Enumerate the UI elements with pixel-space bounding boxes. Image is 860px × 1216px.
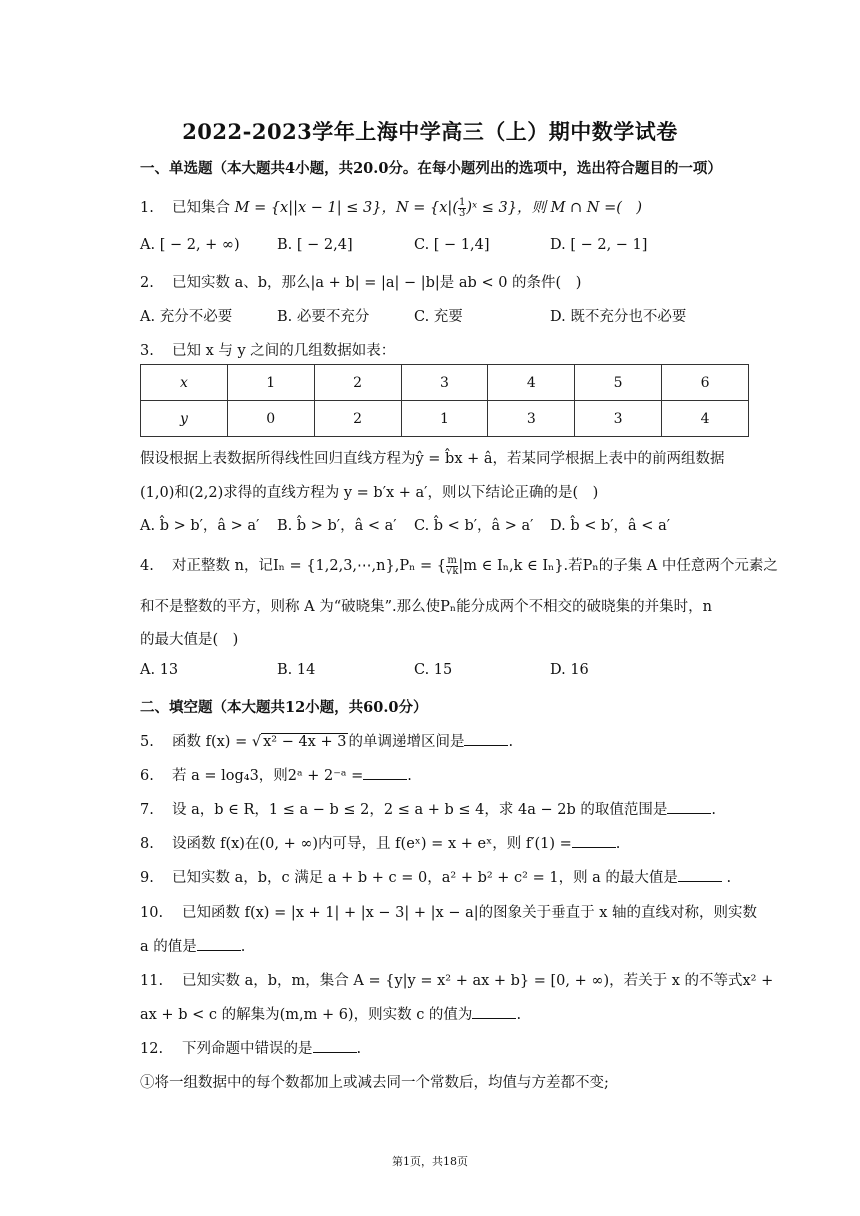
question-text: 已知 x 与 y 之间的几组数据如表： xyxy=(172,343,396,359)
option-b[interactable]: B. b̂ > b′，â < a′ xyxy=(277,518,397,534)
question-text: 下列命题中错误的是 xyxy=(182,1041,313,1057)
question-text: 已知实数 a，b，m，集合 A = {y|y = x² + ax + b} = [0, + ∞)，若关于 x 的不等式x² + xyxy=(182,973,774,989)
question-math: )ˣ ≤ 3}，则 M ∩ N =( ) xyxy=(466,200,643,216)
option-c[interactable]: C. 充要 xyxy=(414,309,463,325)
question-number: 10. xyxy=(140,905,164,921)
option-c[interactable]: C. [ − 1,4] xyxy=(414,237,490,253)
page-title: 2022-2023学年上海中学高三（上）期中数学试卷 xyxy=(182,119,678,144)
table-cell: 4 xyxy=(662,401,749,437)
punctuation: . xyxy=(508,734,514,750)
punctuation: . xyxy=(615,836,621,852)
table-row-y xyxy=(141,401,749,437)
answer-blank[interactable] xyxy=(363,767,407,780)
question-text: ax + b < c 的解集为(m,m + 6)，则实数 c 的值为 xyxy=(140,1007,473,1023)
question-5: 5. 函数 f(x) = √ x² − 4x + 3 的单调递增区间是 . xyxy=(140,734,514,750)
question-number: 4. xyxy=(140,558,154,574)
question-11 xyxy=(140,969,773,990)
option-a[interactable]: A. 充分不必要 xyxy=(140,309,233,325)
option-a[interactable]: A. [ − 2, + ∞) xyxy=(140,237,240,253)
fraction-denominator: 3 xyxy=(458,207,466,219)
fraction-numerator: m xyxy=(447,554,457,566)
question-3-line-3: (1,0)和(2,2)求得的直线方程为 y = b′x + a′，则以下结论正确的是( ) xyxy=(140,485,599,501)
question-text: 函数 f(x) = xyxy=(172,734,252,750)
table-cell: 3 xyxy=(488,401,575,437)
question-text: 设函数 f(x)在(0, + ∞)内可导，且 f(eˣ) = x + eˣ，则 f′(1) = xyxy=(172,836,572,852)
question-text: 已知实数 a、b，那么|a + b| = |a| − |b|是 ab < 0 的条件( ) xyxy=(172,275,582,291)
question-text: 已知实数 a，b，c 满足 a + b + c = 0，a² + b² + c² = 1，则 a 的最大值是 xyxy=(172,870,678,886)
punctuation: . xyxy=(711,802,716,818)
table-cell: 3 xyxy=(401,365,488,401)
question-number: 1. xyxy=(140,200,154,216)
option-d[interactable]: D. 16 xyxy=(550,662,589,678)
table-cell: 6 xyxy=(662,365,749,401)
question-1 xyxy=(140,196,642,219)
question-number: 12. xyxy=(140,1041,164,1057)
answer-blank[interactable] xyxy=(572,835,616,848)
table-cell: 2 xyxy=(314,401,401,437)
fraction-denominator: √k xyxy=(445,565,459,577)
question-number: 11. xyxy=(140,973,164,989)
table-cell: 4 xyxy=(488,365,575,401)
table-cell: 2 xyxy=(314,365,401,401)
option-b[interactable]: B. 必要不充分 xyxy=(277,309,370,325)
question-8 xyxy=(140,832,620,853)
table-cell: y xyxy=(141,401,228,437)
question-number: 5. xyxy=(140,734,154,750)
question-3 xyxy=(140,339,395,360)
section-heading-single-choice: 一、单选题（本大题共4小题，共20.0分。在每小题列出的选项中，选出符合题目的一项） xyxy=(140,160,722,177)
answer-blank[interactable] xyxy=(197,938,241,951)
question-6 xyxy=(140,764,412,785)
question-text: 若 a = log₄3，则2ᵃ + 2⁻ᵃ = xyxy=(172,768,364,784)
punctuation: . xyxy=(240,939,246,955)
question-number: 9. xyxy=(140,870,154,886)
option-a[interactable]: A. 13 xyxy=(140,662,179,678)
option-d[interactable]: D. 既不充分也不必要 xyxy=(550,309,687,325)
answer-blank[interactable] xyxy=(464,733,508,746)
question-10 xyxy=(140,901,757,922)
table-cell: 1 xyxy=(227,365,314,401)
option-d[interactable]: D. [ − 2, − 1] xyxy=(550,237,648,253)
question-12 xyxy=(140,1037,361,1058)
question-9 xyxy=(140,866,731,887)
question-text: 已知函数 f(x) = |x + 1| + |x − 3| + |x − a|的图象关于垂直于 x 轴的直线对称，则实数 xyxy=(182,905,758,921)
question-text: 的单调递增区间是 xyxy=(348,734,465,750)
fraction-m-over-sqrt-k xyxy=(446,556,458,577)
question-number: 7. xyxy=(140,802,154,818)
question-text: 已知集合 xyxy=(172,200,235,216)
punctuation: . xyxy=(407,768,412,784)
table-cell: 1 xyxy=(401,401,488,437)
table-cell: 3 xyxy=(575,401,662,437)
question-text: |m ∈ Iₙ,k ∈ Iₙ}.若Pₙ的子集 A 中任意两个元素之 xyxy=(458,558,778,574)
question-2 xyxy=(140,271,581,292)
section-heading-fill-in: 二、填空题（本大题共12小题，共60.0分） xyxy=(140,699,428,716)
question-7 xyxy=(140,798,716,819)
question-11-line-2 xyxy=(140,1003,521,1024)
option-c[interactable]: C. b̂ < b′，â > a′ xyxy=(414,518,534,534)
question-12-item-1: ①将一组数据中的每个数都加上或减去同一个常数后，均值与方差都不变; xyxy=(140,1075,609,1091)
question-text: 对正整数 n，记Iₙ = {1,2,3,⋯,n},Pₙ = { xyxy=(172,558,446,574)
page-footer: 第1页，共18页 xyxy=(392,1155,468,1168)
question-text: a 的值是 xyxy=(140,939,197,955)
question-3-line-2: 假设根据上表数据所得线性回归直线方程为ŷ = b̂x + â，若某同学根据上表中的前两组数据 xyxy=(140,451,725,467)
question-number: 6. xyxy=(140,768,154,784)
option-b[interactable]: B. 14 xyxy=(277,662,316,678)
table-cell: 0 xyxy=(227,401,314,437)
punctuation: . xyxy=(721,870,732,886)
option-a[interactable]: A. b̂ > b′，â > a′ xyxy=(140,518,260,534)
question-4-line-3: 的最大值是( ) xyxy=(140,632,239,648)
question-number: 2. xyxy=(140,275,154,291)
answer-blank[interactable] xyxy=(678,869,722,882)
fraction-numerator: 1 xyxy=(458,196,466,208)
data-table xyxy=(140,364,749,437)
option-d[interactable]: D. b̂ < b′，â < a′ xyxy=(550,518,671,534)
punctuation: . xyxy=(516,1007,522,1023)
sqrt-radicand: x² − 4x + 3 xyxy=(263,734,347,750)
question-4-line-2: 和不是整数的平方，则称 A 为“破晓集”.那么使Pₙ能分成两个不相交的破晓集的并集时，n xyxy=(140,599,712,615)
question-4 xyxy=(140,554,778,577)
question-text: 设 a，b ∈ R，1 ≤ a − b ≤ 2，2 ≤ a + b ≤ 4，求 4a − 2b 的取值范围是 xyxy=(172,802,668,818)
table-cell: x xyxy=(141,365,228,401)
answer-blank[interactable] xyxy=(472,1006,516,1019)
table-cell: 5 xyxy=(575,365,662,401)
question-number: 8. xyxy=(140,836,154,852)
punctuation: . xyxy=(356,1041,362,1057)
answer-blank[interactable] xyxy=(313,1040,357,1053)
table-row-x xyxy=(141,365,749,401)
option-c[interactable]: C. 15 xyxy=(414,662,453,678)
question-math: M = {x||x − 1| ≤ 3}，N = {x|( xyxy=(234,200,458,216)
answer-blank[interactable] xyxy=(667,801,711,814)
question-10-line-2 xyxy=(140,935,245,956)
question-number: 3. xyxy=(140,343,154,359)
option-b[interactable]: B. [ − 2,4] xyxy=(277,237,353,253)
